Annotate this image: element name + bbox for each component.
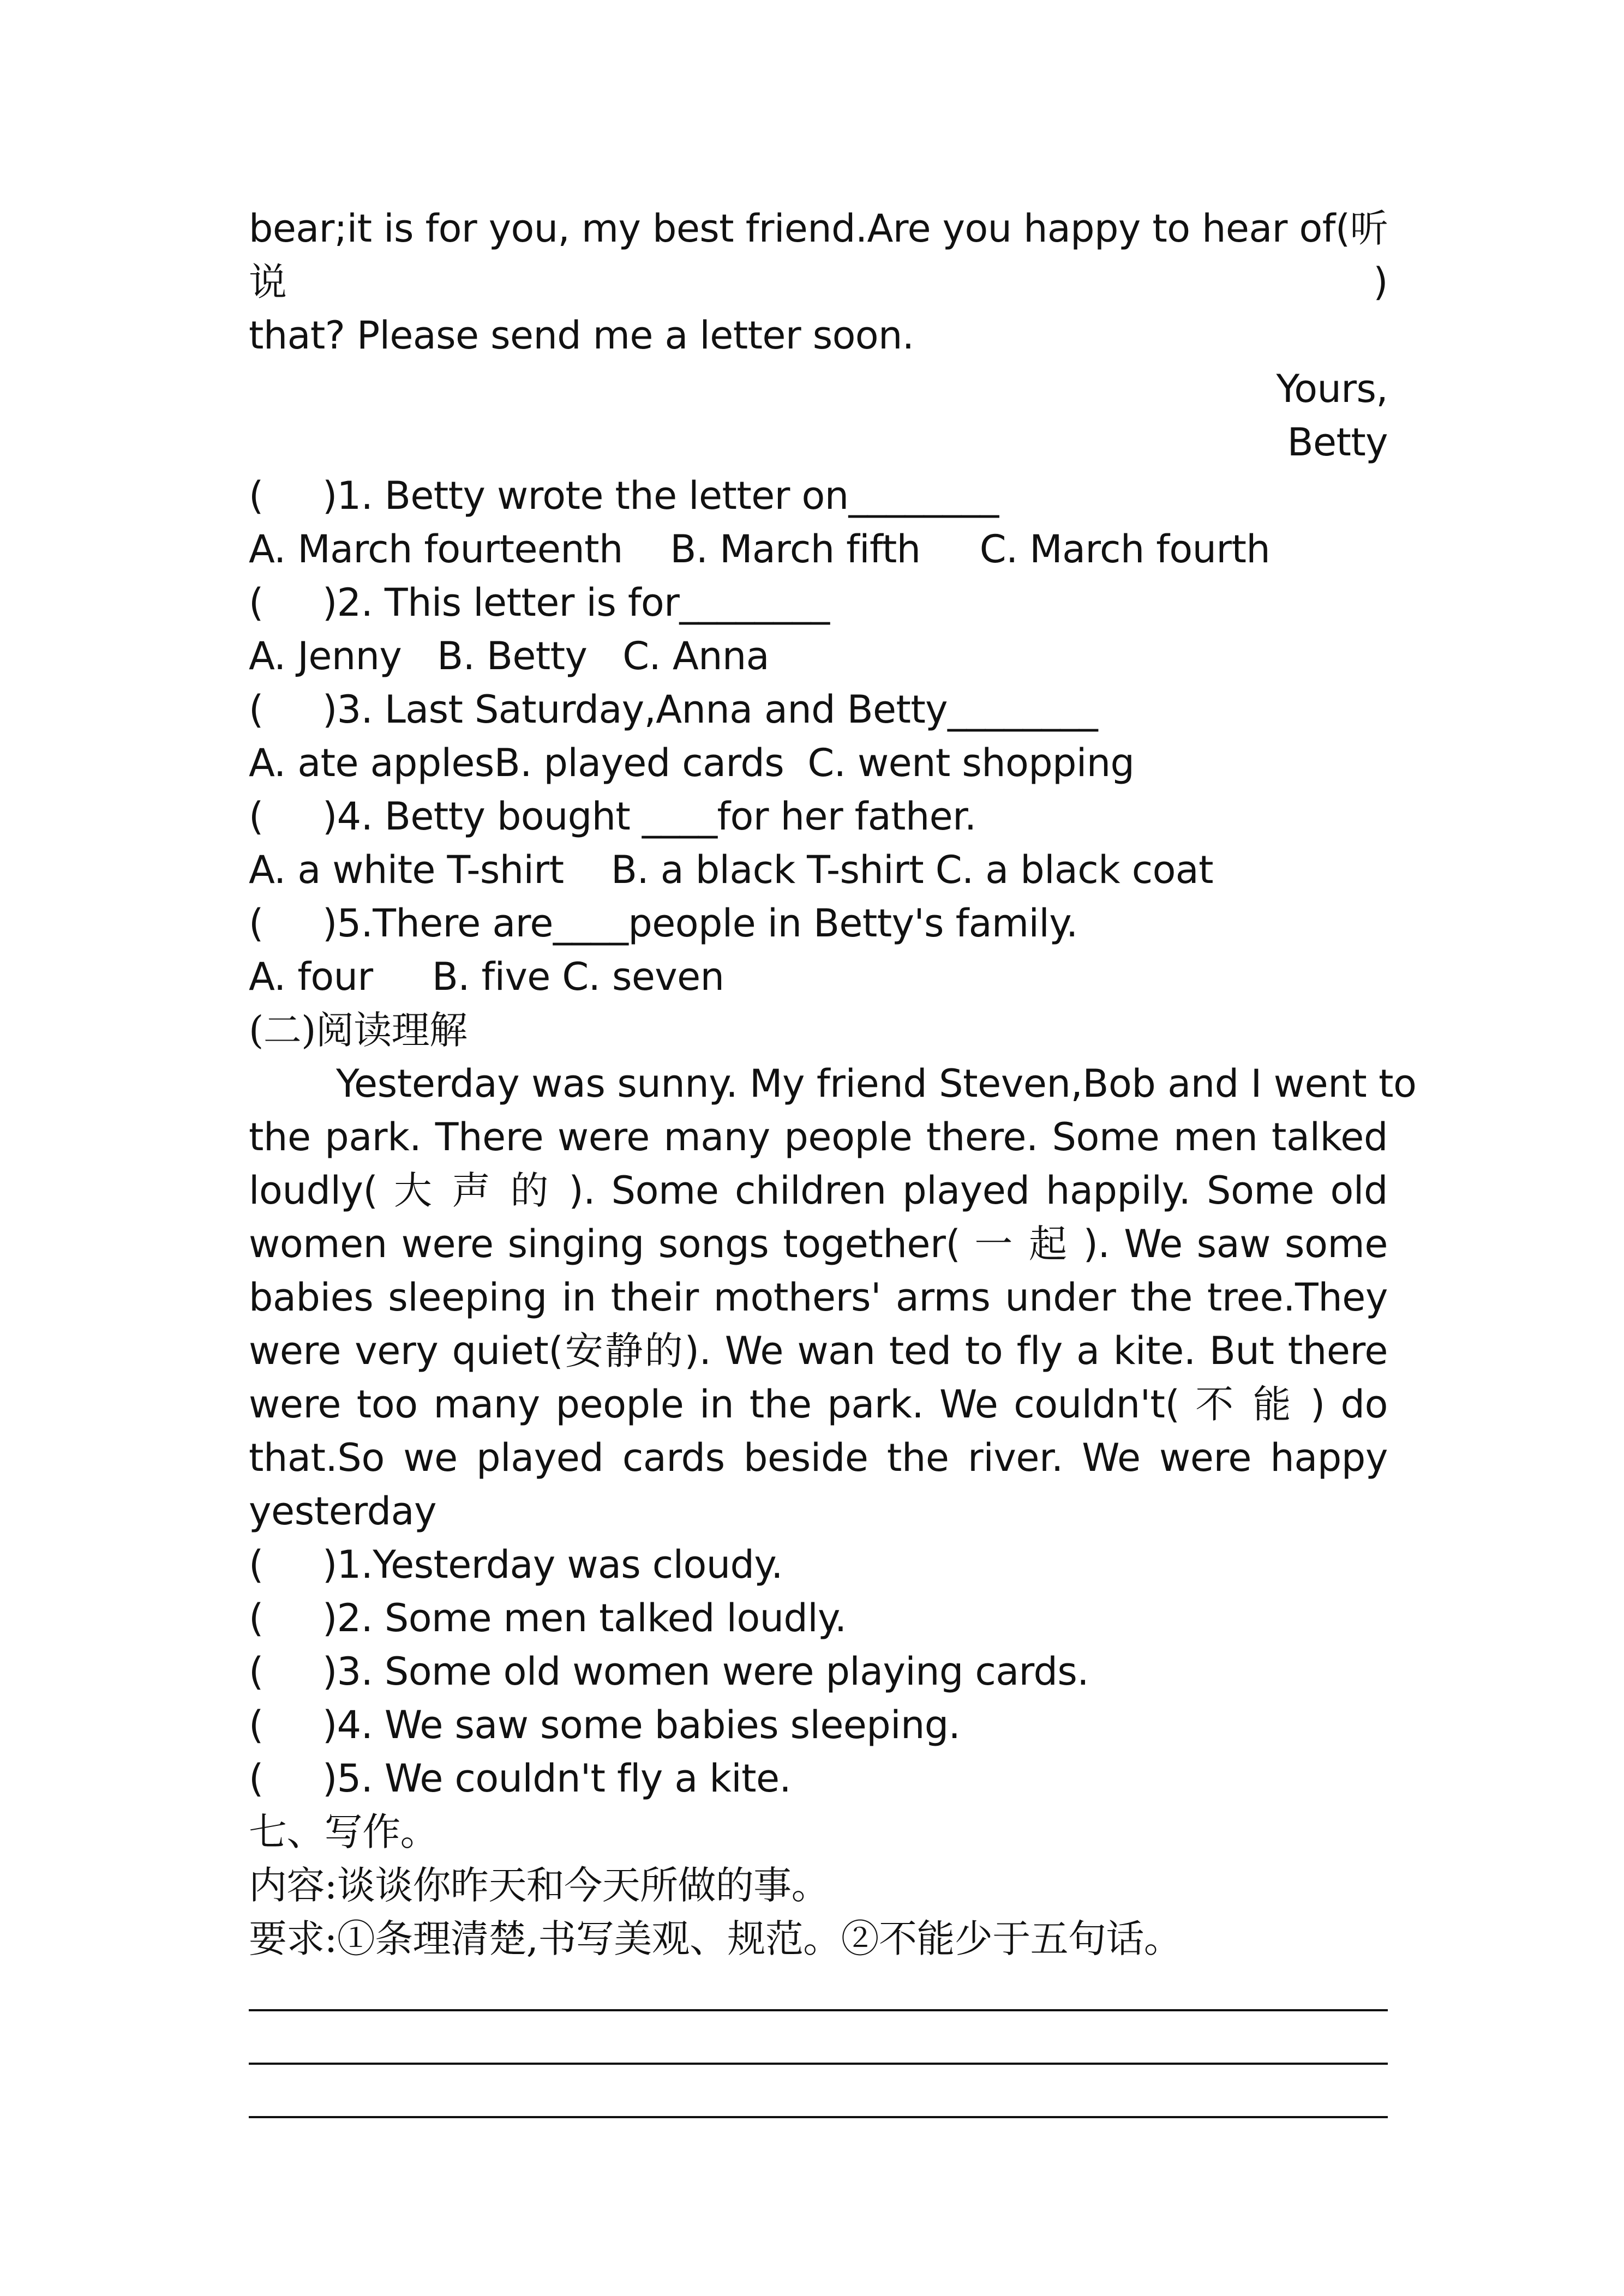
question-3: ( )3. Last Saturday,Anna and Betty________ (249, 687, 1098, 732)
question-1: ( )1. Betty wrote the letter on________ (249, 473, 999, 518)
statement-5: ( )5. We couldn't fly a kite. (249, 1756, 792, 1801)
question-5-options: A. four B. five C. seven (249, 954, 724, 999)
question-1-options: A. March fourteenth B. March fifth C. March fourth (249, 527, 1271, 572)
letter-closing: Yours, (1276, 366, 1388, 411)
passage-line: Yesterday was sunny. My friend Steven,Bob and I went to (336, 1061, 1417, 1106)
statement-1: ( )1.Yesterday was cloudy. (249, 1542, 783, 1587)
question-2: ( )2. This letter is for________ (249, 580, 830, 625)
question-4: ( )4. Betty bought ____for her father. (249, 794, 976, 839)
question-2-options: A. Jenny B. Betty C. Anna (249, 634, 769, 678)
letter-line-2: that? Please send me a letter soon. (249, 313, 914, 358)
question-4-options: A. a white T-shirt B. a black T-shirt C. a black coat (249, 848, 1213, 892)
section2-title: (二)阅读理解 (249, 1008, 468, 1053)
statement-4: ( )4. We saw some babies sleeping. (249, 1703, 961, 1747)
true-false-statements (249, 1538, 1388, 1805)
writing-line-2[interactable] (249, 2019, 1388, 2072)
writing-requirements: 要求:①条理清楚,书写美观、规范。②不能少于五句话。 (249, 1916, 1182, 1961)
letter-line-1: bear;it is for you, my best friend.Are you happy to hear of(听说) (249, 206, 1388, 304)
passage-line: were too many people in the park. We couldn't( 不 能 ) do (249, 1382, 1388, 1427)
writing-content: 内容:谈谈你昨天和今天所做的事。 (249, 1863, 829, 1908)
question-5: ( )5.There are____people in Betty's family. (249, 901, 1078, 946)
passage-line: were very quiet(安静的). We wan ted to fly a kite. But there (249, 1329, 1388, 1373)
section7-title: 七、写作。 (249, 1810, 438, 1854)
passage-line: the park. There were many people there. Some men talked (249, 1115, 1388, 1159)
letter-signature: Betty (1287, 420, 1388, 465)
section1-questions (249, 469, 1388, 1003)
writing-line-1[interactable] (249, 1966, 1388, 2019)
passage-line: that.So we played cards beside the river. We were happy (249, 1435, 1388, 1480)
reading-passage (249, 1057, 1417, 1538)
passage-line: women were singing songs together( 一 起 ). We saw some (249, 1222, 1388, 1266)
question-3-options: A. ate applesB. played cards C. went shopping (249, 741, 1135, 785)
passage-line: loudly( 大 声 的 ). Some children played happily. Some old (249, 1168, 1388, 1213)
document-page (249, 202, 1417, 2126)
passage-line: babies sleeping in their mothers' arms under the tree.They (249, 1275, 1388, 1320)
writing-line-3[interactable] (249, 2072, 1388, 2126)
statement-2: ( )2. Some men talked loudly. (249, 1596, 847, 1640)
passage-line: yesterday (249, 1489, 437, 1534)
statement-3: ( )3. Some old women were playing cards. (249, 1649, 1089, 1694)
